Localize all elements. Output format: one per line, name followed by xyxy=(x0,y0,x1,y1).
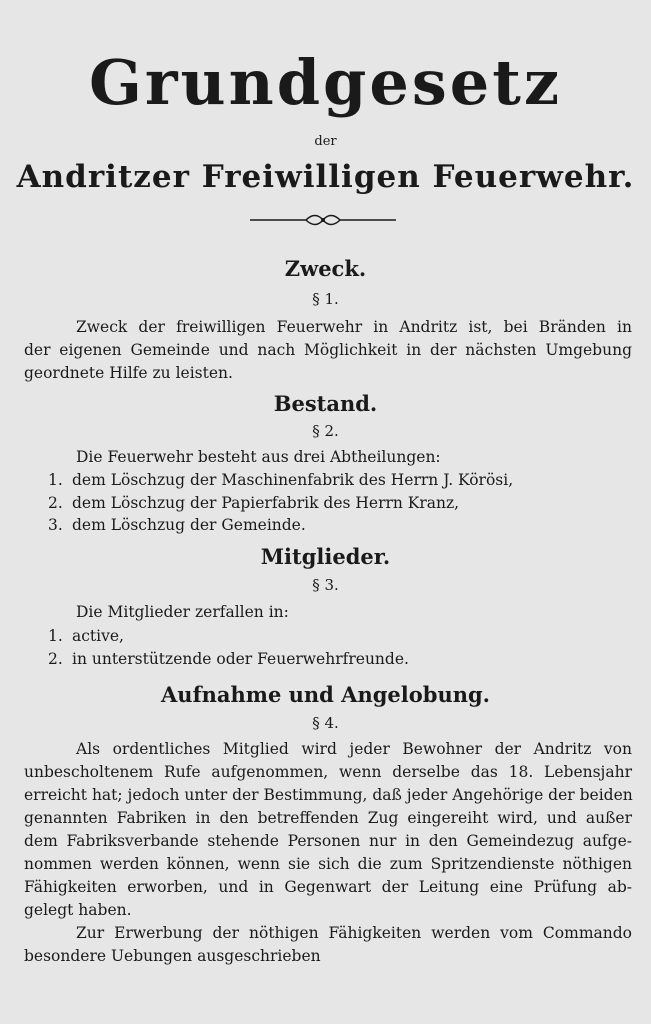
list-number: 1. xyxy=(48,471,63,489)
list-number: 2. xyxy=(48,650,63,668)
text-line: dem Fabriksverbande stehende Personen nur in den Gemeindezug aufge- xyxy=(24,832,632,850)
text-line: genannten Fabriken in den betreffenden Zug eingereiht wird, und außer xyxy=(24,809,632,827)
list-item xyxy=(48,652,409,668)
document-title: Grundgesetz xyxy=(88,46,563,119)
section-heading: Aufnahme und Angelobung. xyxy=(161,682,490,707)
text-line: unbescholtenem Rufe aufgenommen, wenn derselbe das 18. Lebensjahr xyxy=(24,763,632,781)
paragraph-number: § 2. xyxy=(312,422,339,440)
list-item xyxy=(48,518,306,534)
list-text: in unterstützende oder Feuerwehrfreunde. xyxy=(72,650,409,668)
text-line: nommen werden können, wenn sie sich die zum Spritzendienste nöthigen xyxy=(24,855,632,873)
list-item xyxy=(48,496,459,512)
text-line: Zur Erwerbung der nöthigen Fähigkeiten werden vom Commando xyxy=(76,924,632,942)
section-heading: Mitglieder. xyxy=(260,544,391,569)
document-subtitle: Andritzer Freiwilligen Feuerwehr. xyxy=(16,159,635,195)
paragraph-number: § 4. xyxy=(312,714,339,732)
list-text: dem Löschzug der Maschinenfabrik des Herrn J. Körösi, xyxy=(72,471,514,489)
list-item xyxy=(48,629,124,645)
paragraph-number: § 1. xyxy=(312,290,339,308)
list-text: dem Löschzug der Papierfabrik des Herrn Kranz, xyxy=(72,494,460,512)
text-line: besondere Uebungen ausgeschrieben xyxy=(24,947,321,965)
text-line: gelegt haben. xyxy=(24,901,132,919)
list-number: 1. xyxy=(48,627,63,645)
list-text: dem Löschzug der Gemeinde. xyxy=(72,516,306,534)
text-line: der eigenen Gemeinde und nach Möglichkeit in der nächsten Umgebung xyxy=(24,341,632,359)
section-heading: Zweck. xyxy=(284,256,367,281)
text-line: Die Mitglieder zerfallen in: xyxy=(76,603,289,621)
text-line: Zweck der freiwilligen Feuerwehr in Andritz ist, bei Bränden in xyxy=(76,318,632,336)
text-line: Die Feuerwehr besteht aus drei Abtheilungen: xyxy=(76,448,441,466)
paragraph-number: § 3. xyxy=(312,576,339,594)
list-number: 2. xyxy=(48,494,63,512)
title-connector: der xyxy=(314,134,337,149)
section-heading: Bestand. xyxy=(273,391,378,416)
list-text: active, xyxy=(72,627,124,645)
text-line: Als ordentliches Mitglied wird jeder Bewohner der Andritz von xyxy=(76,740,632,758)
text-line: geordnete Hilfe zu leisten. xyxy=(24,364,233,382)
text-line: Fähigkeiten erworben, und in Gegenwart der Leitung eine Prüfung ab- xyxy=(24,878,632,896)
ornament-divider-icon xyxy=(248,212,398,228)
text-line: erreicht hat; jedoch unter der Bestimmung, daß jeder Angehörige der beiden xyxy=(24,786,633,804)
list-number: 3. xyxy=(48,516,63,534)
list-item xyxy=(48,473,513,489)
